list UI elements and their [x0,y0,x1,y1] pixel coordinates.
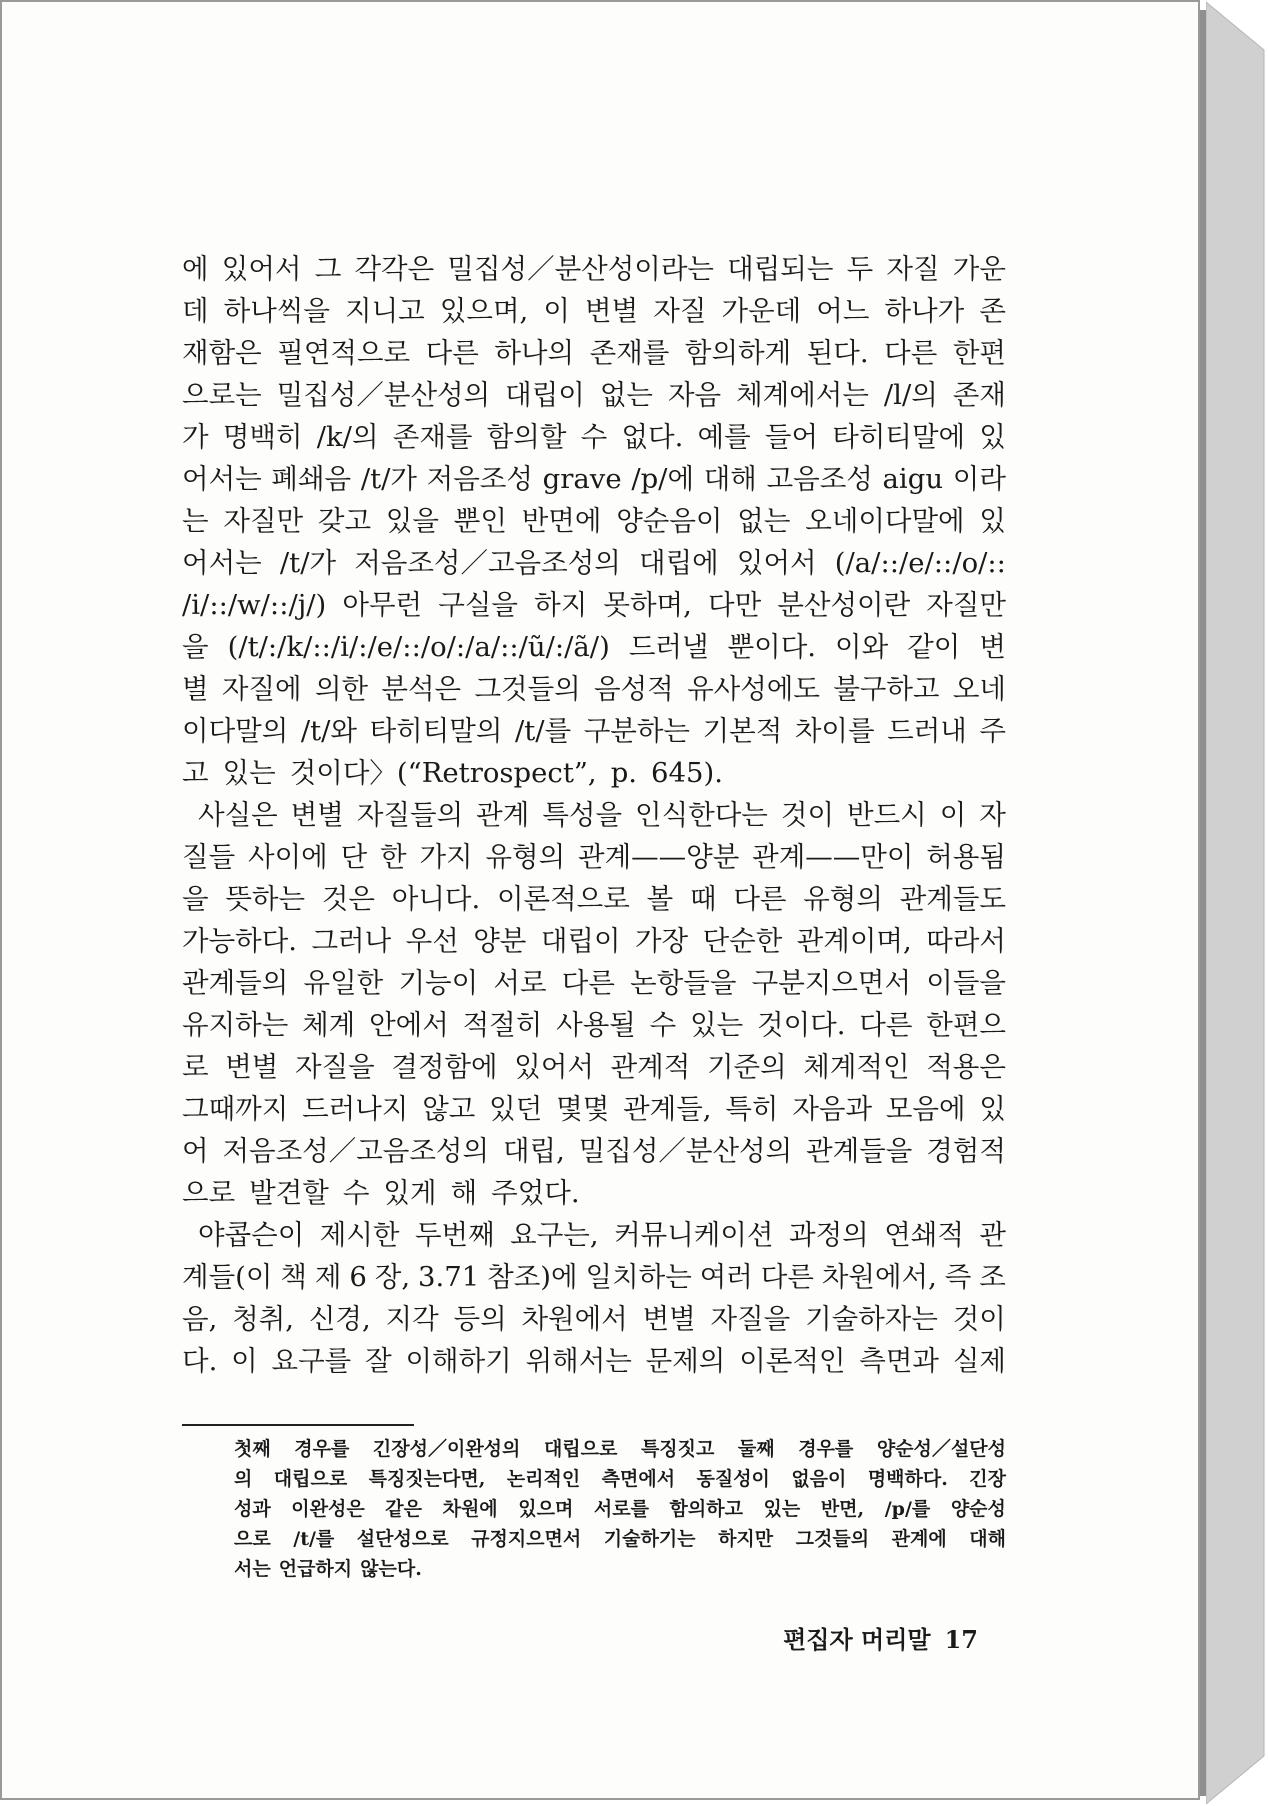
footnote-divider [182,1424,414,1426]
body-line: 가 명백히 /k/의 존재를 함의할 수 없다. 예를 들어 타히티말에 있 [182,421,1006,453]
body-line: 이다말의 /t/와 타히티말의 /t/를 구분하는 기본적 차이를 드러내 주 [182,715,1006,747]
body-line: 다. 이 요구를 잘 이해하기 위해서는 문제의 이론적인 측면과 실제 [182,1345,1006,1377]
body-line: 는 자질만 갖고 있을 뿐인 반면에 양순음이 없는 오네이다말에 있 [182,505,1006,537]
body-line: 관계들의 유일한 기능이 서로 다른 논항들을 구분지으면서 이들을 [182,967,1006,999]
body-line: 가능하다. 그러나 우선 양분 대립이 가장 단순한 관계이며, 따라서 [182,925,1006,957]
body-line: 로 변별 자질을 결정함에 있어서 관계적 기준의 체계적인 적용은 [182,1051,1006,1083]
footnote-line: 첫째 경우를 긴장성／이완성의 대립으로 특징짓고 둘째 경우를 양순성／설단성 [234,1438,1006,1460]
body-text [182,248,1006,1382]
body-line: 어서는 폐쇄음 /t/가 저음조성 grave /p/에 대해 고음조성 aigu 이라 [182,463,1006,495]
footnote-line: 의 대립으로 특징짓는다면, 논리적인 측면에서 동질성이 없음이 명백하다. 긴장 [234,1468,1006,1490]
footnote-line: 으로 /t/를 설단성으로 규정지으면서 기술하기는 하지만 그것들의 관계에 대해 [234,1528,1006,1550]
body-line: 고 있는 것이다〉(“Retrospect”, p. 645). [182,757,724,789]
running-footer [783,1620,978,1655]
body-line: 에 있어서 그 각각은 밀집성／분산성이라는 대립되는 두 자질 가운 [182,253,1006,285]
body-line: 유지하는 체계 안에서 적절히 사용될 수 있는 것이다. 다른 한편으 [182,1009,1006,1041]
body-line: 어 저음조성／고음조성의 대립, 밀집성／분산성의 관계들을 경험적 [182,1135,1006,1167]
page-number: 17 [944,1625,978,1654]
book-edge [1206,0,1268,1806]
body-line: 을 뜻하는 것은 아니다. 이론적으로 볼 때 다른 유형의 관계들도 [182,883,1006,915]
body-line: 계들(이 책 제 6 장, 3.71 참조)에 일치하는 여러 다른 차원에서, 즉 조 [182,1261,1006,1293]
body-line: 사실은 변별 자질들의 관계 특성을 인식한다는 것이 반드시 이 자 [198,799,1006,831]
body-line: 음, 청취, 신경, 지각 등의 차원에서 변별 자질을 기술하자는 것이 [182,1303,1006,1335]
footnote-line: 성과 이완성은 같은 차원에 있으며 서로를 함의하고 있는 반면, /p/를 양순성 [234,1498,1006,1520]
body-line: 으로는 밀집성／분산성의 대립이 없는 자음 체계에서는 /l/의 존재 [182,379,1006,411]
body-line: 야콥슨이 제시한 두번째 요구는, 커뮤니케이션 과정의 연쇄적 관 [198,1219,1006,1251]
footnote [234,1434,1006,1584]
body-line: 으로 발견할 수 있게 해 주었다. [182,1177,580,1209]
body-line: /i/::/w/::/j/) 아무런 구실을 하지 못하며, 다만 분산성이란 자질만 [182,589,1006,621]
body-line: 데 하나씩을 지니고 있으며, 이 변별 자질 가운데 어느 하나가 존 [182,295,1006,327]
footnote-line: 서는 언급하지 않는다. [234,1558,422,1580]
body-line: 별 자질에 의한 분석은 그것들의 음성적 유사성에도 불구하고 오네 [182,673,1006,705]
body-line: 어서는 /t/가 저음조성／고음조성의 대립에 있어서 (/a/::/e/::/o/:: [182,547,1006,579]
body-line: 질들 사이에 단 한 가지 유형의 관계——양분 관계——만이 허용됨 [182,841,1006,873]
body-line: 그때까지 드러나지 않고 있던 몇몇 관계들, 특히 자음과 모음에 있 [182,1093,1006,1125]
body-line: 재함은 필연적으로 다른 하나의 존재를 함의하게 된다. 다른 한편 [182,337,1006,369]
running-footer-title: 편집자 머리말 [783,1625,931,1654]
body-line: 을 (/t/:/k/::/i/:/e/::/o/:/a/::/ũ/:/ã/) 드러낼 뿐이다. 이와 같이 변 [182,631,1006,663]
